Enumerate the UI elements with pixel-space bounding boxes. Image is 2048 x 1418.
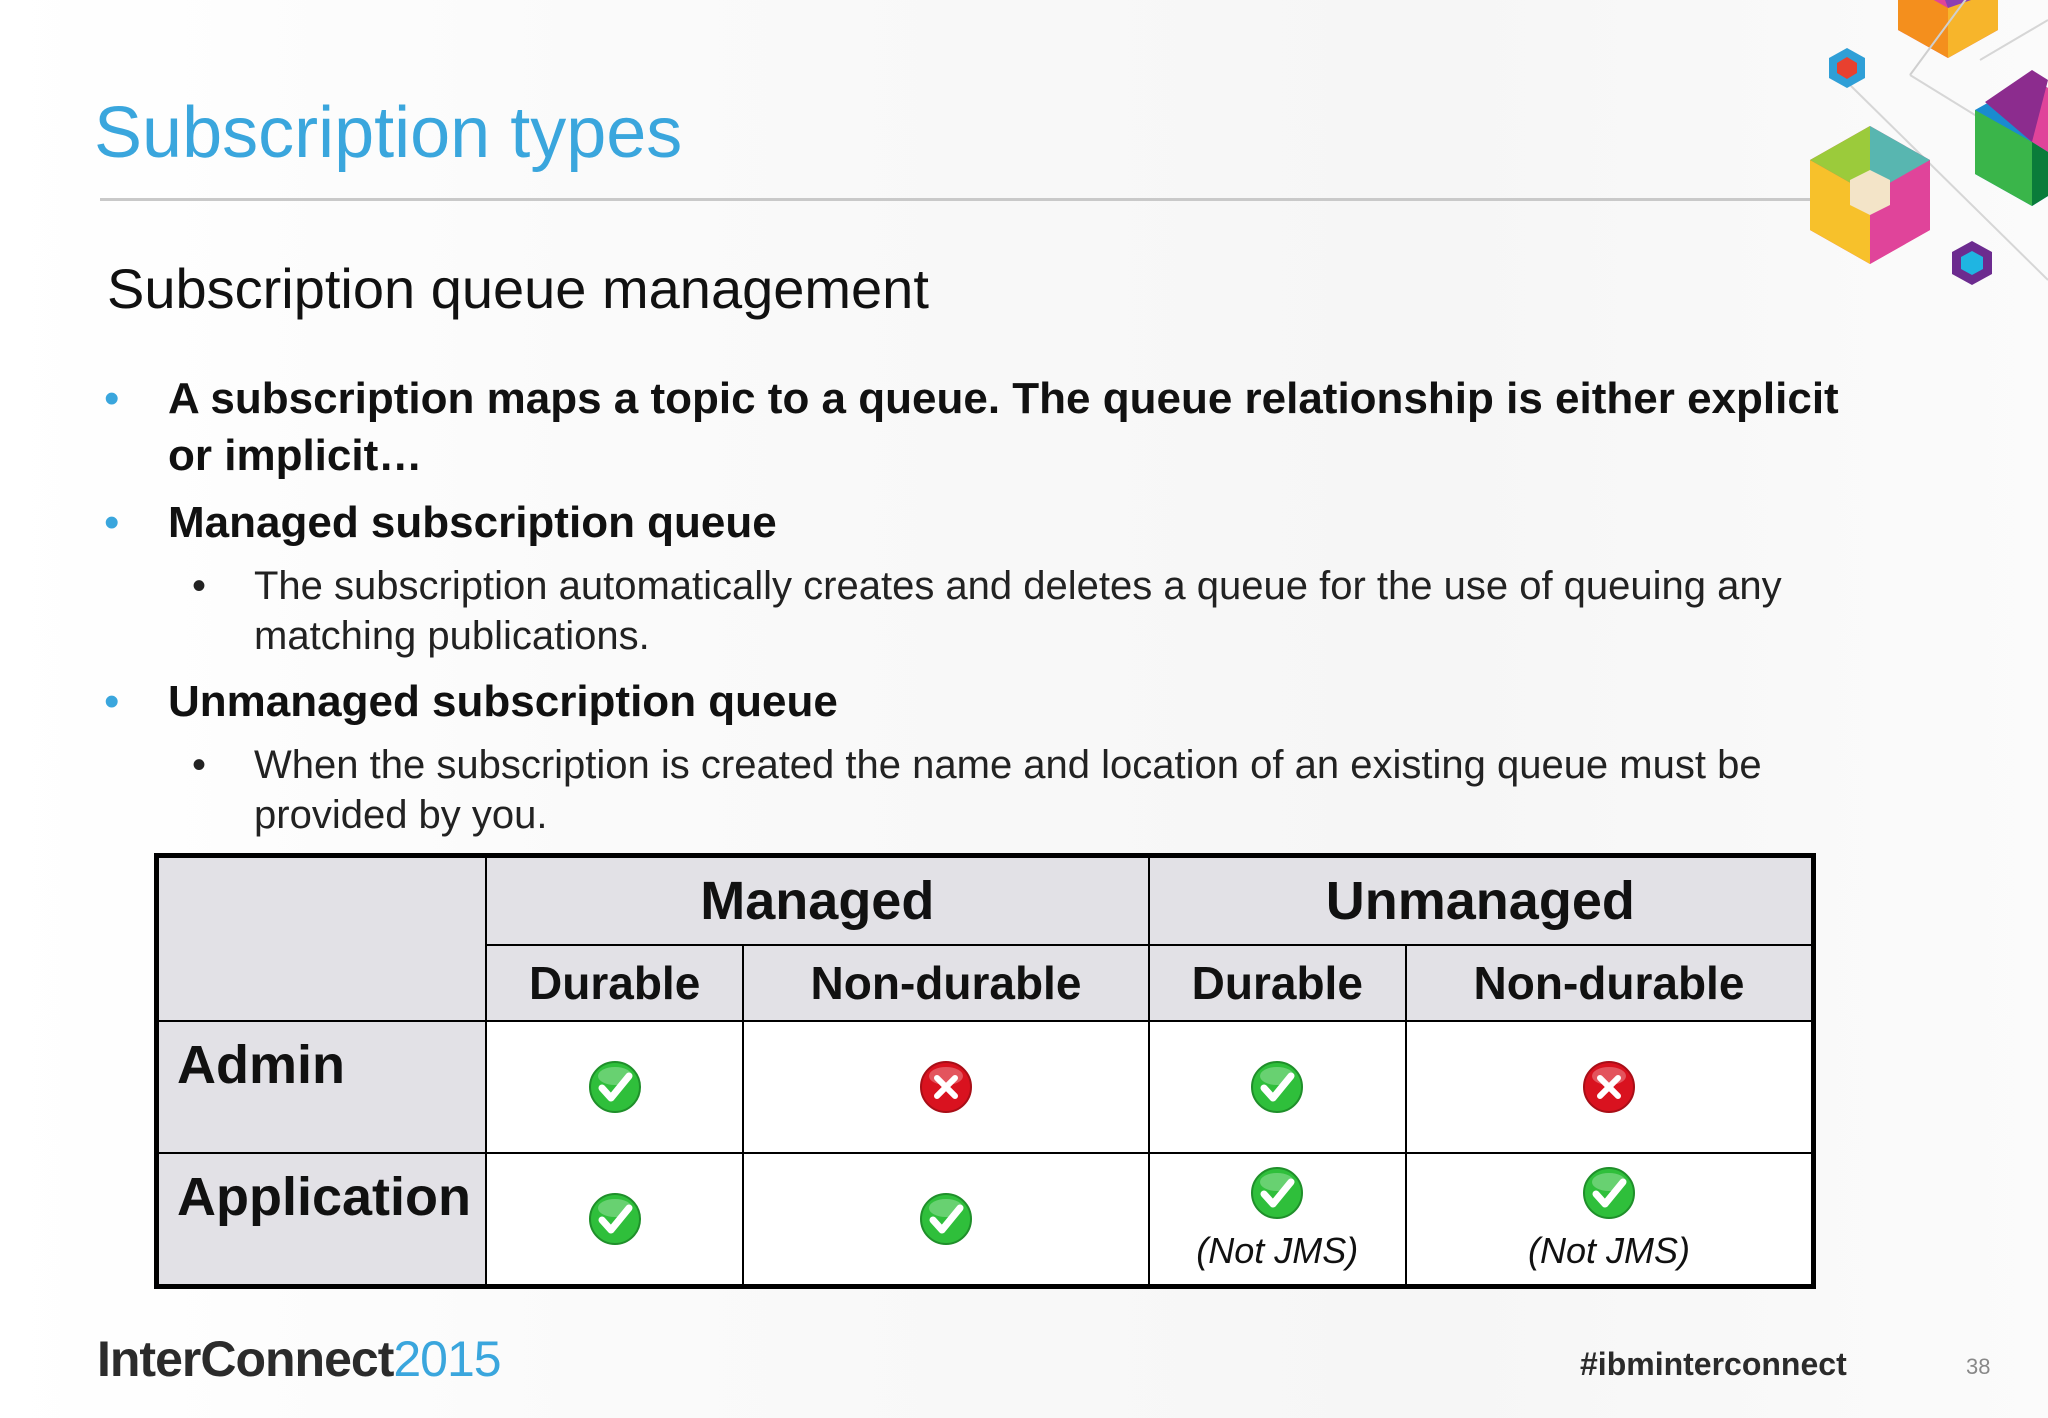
brand-name: InterConnect [97,1331,394,1387]
cell-note: (Not JMS) [1196,1230,1359,1271]
row-header: Admin [157,1021,487,1153]
table-cell [743,1153,1148,1287]
page-number: 38 [1966,1354,1991,1379]
table-cell [1406,1021,1814,1153]
hashtag-text: #ibminterconnect [1580,1346,1847,1382]
column-header: Durable [1149,945,1406,1021]
sub-bullet-text: The subscription automatically creates and deletes a queue for the use of queuing any matching publications. [254,564,1782,658]
hexagon-logo-graphic [1780,0,2048,300]
table-corner-cell [157,856,487,1022]
slide-subtitle: Subscription queue management [107,257,929,320]
interconnect-logo [97,1330,501,1388]
table-cell [486,1153,743,1287]
column-group-header: Unmanaged [1149,856,1814,946]
sub-bullet-item [100,740,1880,840]
sub-bullet-dot: • [192,743,207,787]
cell-content [1407,1060,1811,1114]
cross-icon [1582,1060,1636,1114]
cell-content [487,1192,742,1246]
bullet-dot: • [104,374,120,423]
bullet-item [100,494,1880,551]
sub-bullet-dot: • [192,564,207,608]
bullet-dot: • [104,498,120,547]
table-row [157,1153,1814,1287]
slide-title: Subscription types [94,93,683,173]
sub-bullet-item [100,561,1880,661]
cell-content [1407,1166,1811,1272]
check-icon [588,1060,642,1114]
column-header: Durable [486,945,743,1021]
cell-note: (Not JMS) [1527,1230,1690,1271]
cross-icon [919,1060,973,1114]
bullet-item [100,673,1880,730]
cell-content [744,1192,1147,1246]
cell-content [1150,1166,1405,1272]
column-header: Non-durable [743,945,1148,1021]
check-icon [1250,1060,1304,1114]
title-divider [100,198,1920,201]
bullet-text: Unmanaged subscription queue [168,677,838,726]
bullet-text: A subscription maps a topic to a queue. The queue relationship is either explicit or implicit… [168,374,1839,480]
sub-bullet-text: When the subscription is created the name and location of an existing queue must be provided by you. [254,743,1762,837]
check-icon [588,1192,642,1246]
bullet-item [100,370,1880,484]
bullet-list [100,370,1880,852]
brand-year: 2015 [393,1331,501,1387]
cell-content [744,1060,1147,1114]
column-group-header: Managed [486,856,1149,946]
table-cell [743,1021,1148,1153]
table-cell [486,1021,743,1153]
bullet-text: Managed subscription queue [168,498,777,547]
cell-content [1150,1060,1405,1114]
bullet-dot: • [104,677,120,726]
check-icon [1582,1166,1636,1220]
column-header: Non-durable [1406,945,1814,1021]
table-row [157,1021,1814,1153]
table-cell [1406,1153,1814,1287]
subscription-comparison-table [154,853,1816,1289]
table-cell [1149,1021,1406,1153]
table-cell [1149,1153,1406,1287]
row-header: Application [157,1153,487,1287]
table-group-header-row [157,856,1814,946]
cell-content [487,1060,742,1114]
check-icon [919,1192,973,1246]
check-icon [1250,1166,1304,1220]
